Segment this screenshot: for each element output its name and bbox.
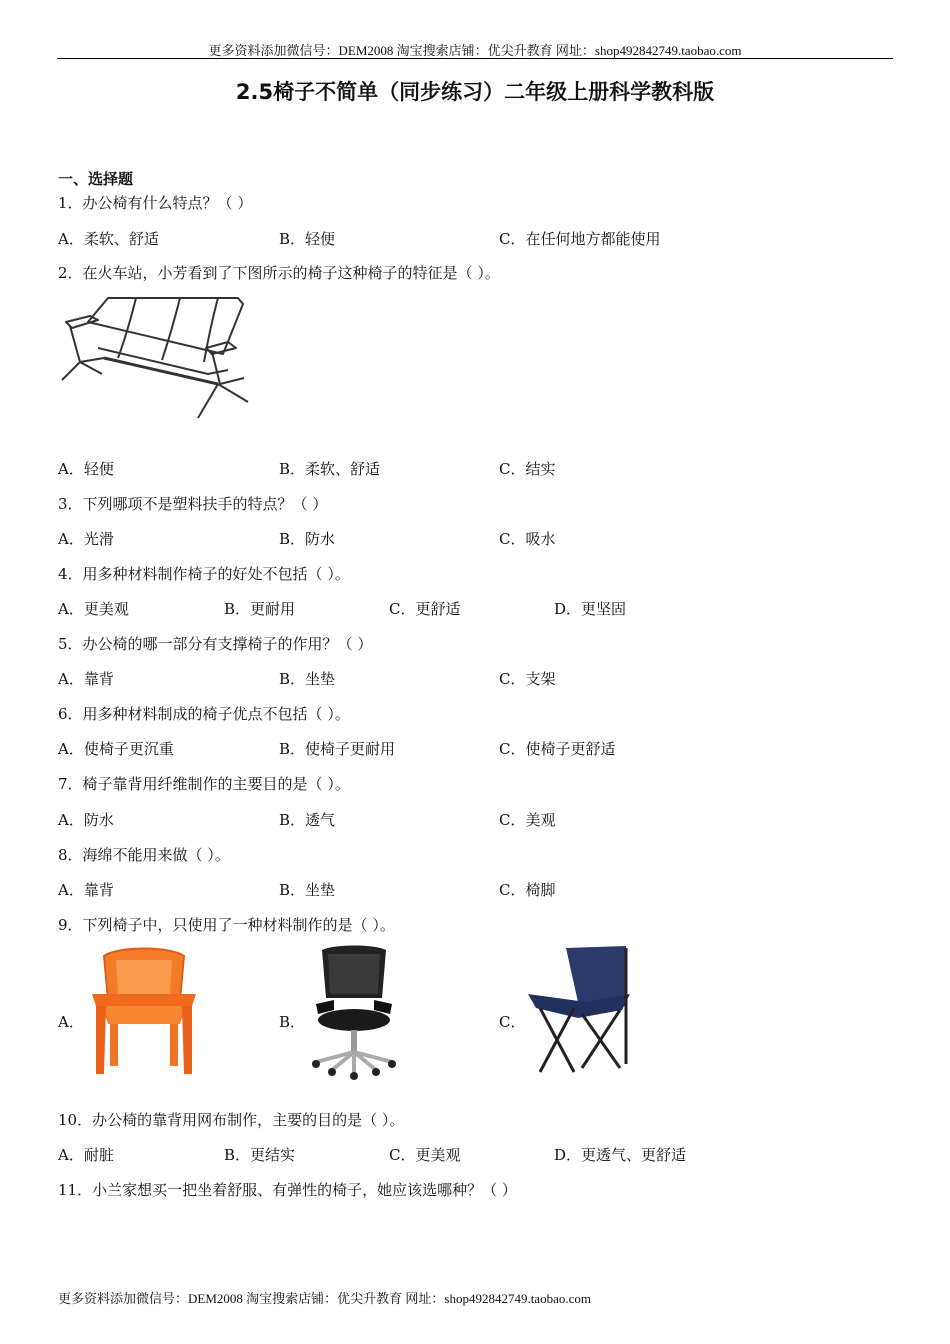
question-8: 8．海绵不能用来做（ ）。	[58, 846, 230, 864]
q9-option-b[interactable]: B．	[279, 1013, 306, 1031]
office-chair-image[interactable]	[304, 944, 404, 1080]
question-4: 4．用多种材料制作椅子的好处不包括（ ）。	[58, 565, 350, 583]
q5-option-c[interactable]: C．支架	[499, 670, 556, 688]
plastic-chair-image[interactable]	[88, 944, 200, 1078]
station-bench-image	[58, 292, 258, 424]
q1-option-c[interactable]: C．在任何地方都能使用	[499, 230, 661, 248]
page-header: 更多资料添加微信号：DEM2008 淘宝搜索店铺：优尖升教育 网址：shop492842749.taobao.com	[208, 43, 742, 58]
q1-option-a[interactable]: A．柔软、舒适	[58, 230, 159, 248]
q6-option-b[interactable]: B．使椅子更耐用	[279, 740, 396, 758]
q10-option-a[interactable]: A．耐脏	[58, 1146, 114, 1164]
question-7: 7．椅子靠背用纤维制作的主要目的是（ ）。	[58, 775, 350, 793]
q9-option-a[interactable]: A．	[58, 1013, 84, 1031]
question-5: 5．办公椅的哪一部分有支撑椅子的作用？（ ）	[58, 635, 373, 653]
q5-option-b[interactable]: B．坐垫	[279, 670, 336, 688]
q5-option-a[interactable]: A．靠背	[58, 670, 114, 688]
question-1: 1．办公椅有什么特点？（ ）	[58, 194, 253, 212]
q10-option-d[interactable]: D．更透气、更舒适	[554, 1146, 687, 1164]
question-2: 2．在火车站，小芳看到了下图所示的椅子这种椅子的特征是（ ）。	[58, 264, 500, 282]
page-title: 2.5椅子不简单（同步练习）二年级上册科学教科版	[235, 80, 715, 104]
folding-chair-image[interactable]	[526, 944, 632, 1076]
q4-option-a[interactable]: A．更美观	[58, 600, 129, 618]
q3-option-c[interactable]: C．吸水	[499, 530, 556, 548]
question-9: 9．下列椅子中，只使用了一种材料制作的是（ ）。	[58, 916, 395, 934]
q4-option-b[interactable]: B．更耐用	[224, 600, 296, 618]
q3-option-b[interactable]: B．防水	[279, 530, 336, 548]
q10-option-b[interactable]: B．更结实	[224, 1146, 296, 1164]
header-rule	[57, 58, 893, 59]
q7-option-b[interactable]: B．透气	[279, 811, 336, 829]
page-footer: 更多资料添加微信号：DEM2008 淘宝搜索店铺：优尖升教育 网址：shop492842749.taobao.com	[58, 1291, 591, 1306]
q3-option-a[interactable]: A．光滑	[58, 530, 114, 548]
question-10: 10．办公椅的靠背用网布制作，主要的目的是（ ）。	[58, 1111, 405, 1129]
q8-option-b[interactable]: B．坐垫	[279, 881, 336, 899]
q4-option-d[interactable]: D．更坚固	[554, 600, 627, 618]
q10-option-c[interactable]: C．更美观	[389, 1146, 461, 1164]
q9-option-c[interactable]: C．	[499, 1013, 526, 1031]
q4-option-c[interactable]: C．更舒适	[389, 600, 461, 618]
q8-option-c[interactable]: C．椅脚	[499, 881, 556, 899]
q2-option-b[interactable]: B．柔软、舒适	[279, 460, 381, 478]
q6-option-a[interactable]: A．使椅子更沉重	[58, 740, 174, 758]
q1-option-b[interactable]: B．轻便	[279, 230, 336, 248]
q7-option-a[interactable]: A．防水	[58, 811, 114, 829]
question-11: 11．小兰家想买一把坐着舒服、有弹性的椅子，她应该选哪种？（ ）	[58, 1181, 517, 1199]
q7-option-c[interactable]: C．美观	[499, 811, 556, 829]
q6-option-c[interactable]: C．使椅子更舒适	[499, 740, 616, 758]
q2-option-c[interactable]: C．结实	[499, 460, 556, 478]
q2-option-a[interactable]: A．轻便	[58, 460, 114, 478]
section-heading: 一、选择题	[58, 170, 134, 188]
q8-option-a[interactable]: A．靠背	[58, 881, 114, 899]
question-3: 3．下列哪项不是塑料扶手的特点？（ ）	[58, 495, 328, 513]
question-6: 6．用多种材料制成的椅子优点不包括（ ）。	[58, 705, 350, 723]
